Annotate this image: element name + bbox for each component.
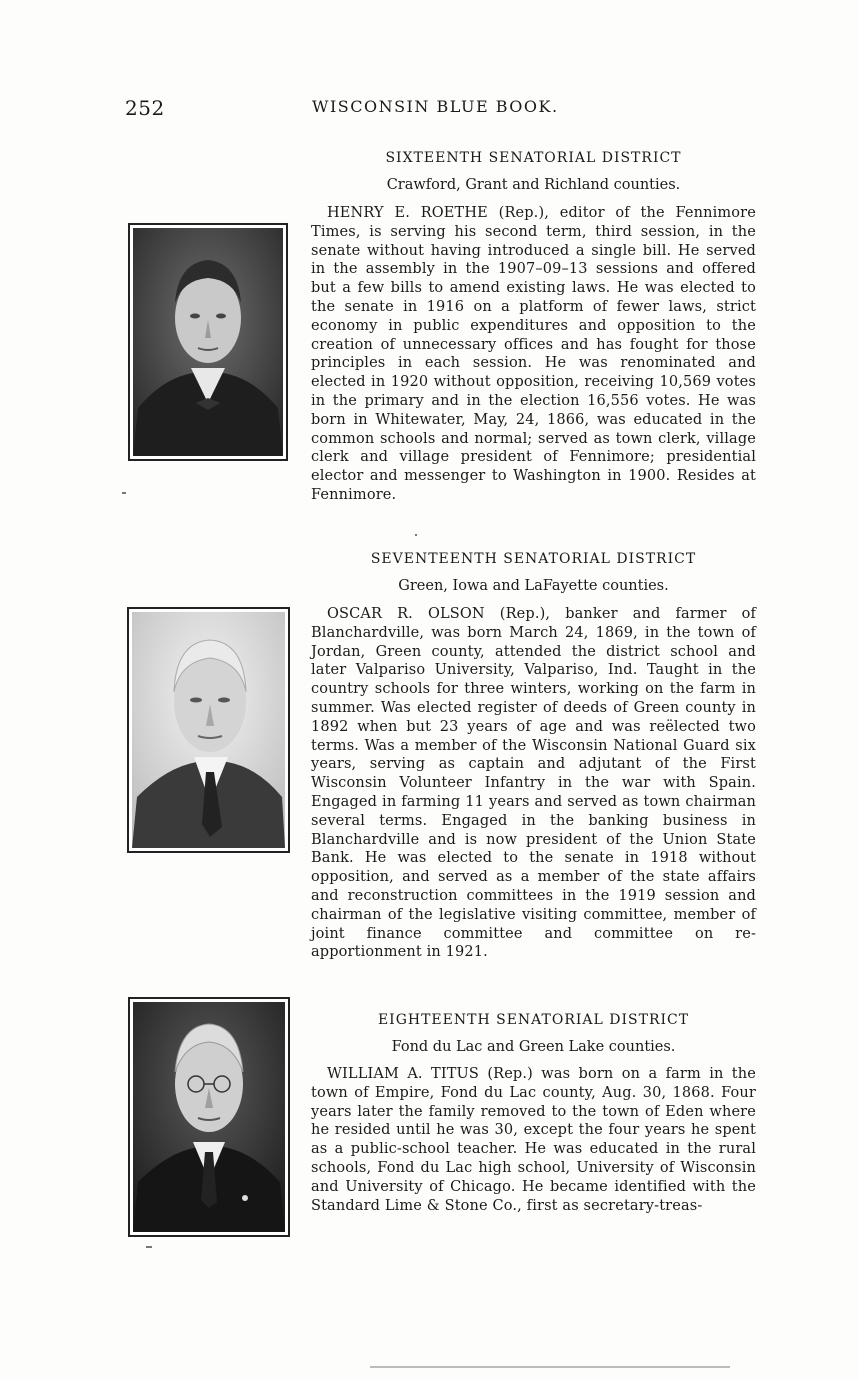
district-title: SEVENTEENTH SENATORIAL DISTRICT <box>370 551 697 567</box>
running-title: WISCONSIN BLUE BOOK. <box>312 97 559 116</box>
portrait-image <box>132 612 285 848</box>
senator-biography <box>311 1065 756 1215</box>
senator-biography <box>311 204 756 505</box>
page-number: 252 <box>125 96 165 120</box>
bio-text: OSCAR R. OLSON (Rep.), banker and farmer of Blanchardville, was born March 24, 1869, in the town of Jordan, Green county, attended the district school and later Valpariso University, Valpariso, Ind. Taught in the country schools for three winters, working on the farm in summer. Was elected register of deeds of Green county in 1892 when but 23 years of age and was reëlected two terms. Was a member of the Wisconsin National Guard six years, serving as captain and adjutant of the First Wisconsin Volunteer Infantry in the war with Spain. Engaged in farming 11 years and served as town chairman several terms. Engaged in the banking business in Blanchardville and is now president of the Union State Bank. He was elected to the senate in 1918 without opposition, and served as a member of the state affairs and reconstruction committees in the 1919 session and chairman of the legislative visiting committee, member of joint finance committee and committee on re-apportionment in 1921. <box>311 606 756 961</box>
district-title: SIXTEENTH SENATORIAL DISTRICT <box>385 150 682 166</box>
scan-speck <box>415 534 417 536</box>
portrait-image <box>133 228 283 456</box>
senator-portrait-photo <box>127 607 290 853</box>
district-counties: Green, Iowa and LaFayette counties. <box>398 578 669 594</box>
scan-speck <box>146 1246 152 1248</box>
district-counties: Crawford, Grant and Richland counties. <box>386 177 681 193</box>
bio-text: HENRY E. ROETHE (Rep.), editor of the Fennimore Times, is serving his second term, third session, in the senate without having introduced a single bill. He served in the assembly in the 1907–09–13 sessions and offered but a few bills to amend existing laws. He was elected to the senate in 1916 on a platform of fewer laws, strict economy in public expenditures and opposition to the creation of unnecessary offices and has fought for those principles in each session. He was renominated and elected in 1920 without opposition, receiving 10,569 votes in the primary and in the election 16,556 votes. He was born in Whitewater, May, 24, 1866, was educated in the common schools and normal; served as town clerk, village clerk and village president of Fennimore; presidential elector and messenger to Washington in 1900. Resides at Fennimore. <box>311 205 756 503</box>
district-title: EIGHTEENTH SENATORIAL DISTRICT <box>377 1012 690 1028</box>
senator-portrait-photo <box>128 997 290 1237</box>
scan-mark <box>370 1366 730 1368</box>
scan-speck <box>122 492 126 494</box>
senator-biography <box>311 605 756 962</box>
portrait-image <box>133 1002 285 1232</box>
senator-portrait-photo <box>128 223 288 461</box>
district-counties: Fond du Lac and Green Lake counties. <box>391 1039 676 1055</box>
bio-text: WILLIAM A. TITUS (Rep.) was born on a farm in the town of Empire, Fond du Lac county, Aug. 30, 1868. Four years later the family removed to the town of Eden where he resided until he was 30, except the four years he spent as a public-school teacher. He was educated in the rural schools, Fond du Lac high school, University of Wisconsin and University of Chicago. He became identified with the Standard Lime & Stone Co., first as secretary-treas- <box>311 1066 756 1214</box>
